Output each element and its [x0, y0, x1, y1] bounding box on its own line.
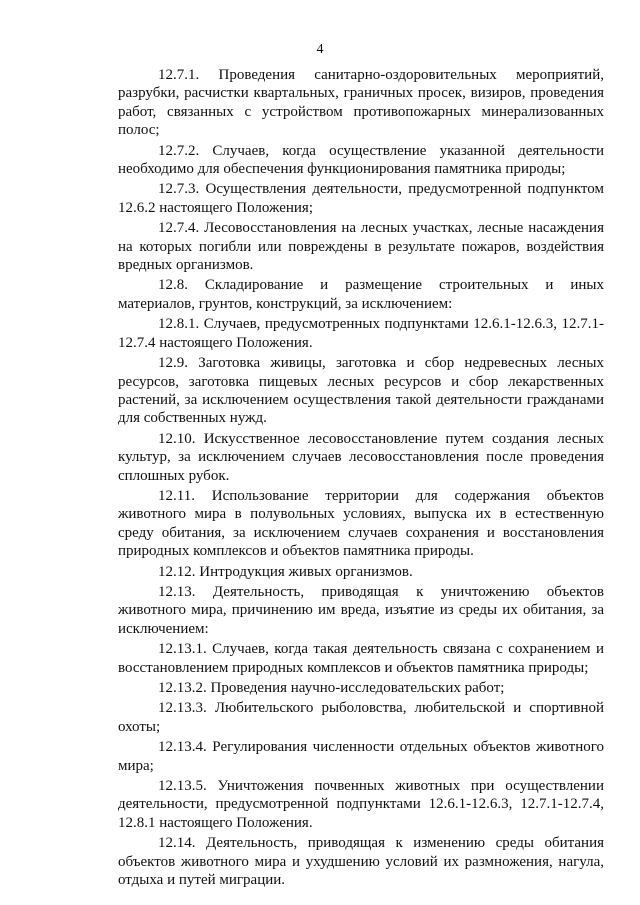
- paragraph-12-13-2: 12.13.2. Проведения научно-исследовательских работ;: [158, 680, 505, 696]
- paragraph-12-13: 12.13. Деятельность, приводящая к уничтожению объектов животного мира, причинению им вреда, изъятие из среды их обитания, за исключением:: [118, 583, 604, 637]
- paragraph-12-10: 12.10. Искусственное лесовосстановление путем создания лесных культур, за исключением случаев лесовосстановления после проведения сплошных рубок.: [118, 430, 604, 484]
- paragraph-12-7-3: 12.7.3. Осуществления деятельности, предусмотренной подпунктом 12.6.2 настоящего Положения;: [118, 181, 604, 216]
- paragraph-12-7-1: 12.7.1. Проведения санитарно-оздоровительных мероприятий, разрубки, расчистки квартальных, граничных просек, визиров, проведения работ, связанных с устройством противопожарных минерализованных полос;: [118, 67, 604, 139]
- page-number: 4: [316, 42, 324, 57]
- paragraph-12-14: 12.14. Деятельность, приводящая к изменению среды обитания объектов животного мира и ухудшению условий их размножения, нагула, отдыха и путей миграции.: [118, 835, 604, 889]
- paragraph-12-12: 12.12. Интродукция живых организмов.: [158, 563, 413, 580]
- paragraph-12-11: 12.11. Использование территории для содержания объектов животного мира в полувольных условиях, выпуска их в естественную среду обитания, за исключением случаев сохранения и восстановления природных комплексов и объектов памятника природы.: [118, 487, 604, 560]
- paragraph-12-13-1: 12.13.1. Случаев, когда такая деятельность связана с сохранением и восстановлением природных комплексов и объектов памятника природы;: [118, 641, 604, 676]
- paragraph-12-13-5: 12.13.5. Уничтожения почвенных животных при осуществлении деятельности, предусмотренной подпунктами 12.6.1-12.6.3, 12.7.1-12.7.4, 12.8.1 настоящего Положения.: [118, 778, 604, 831]
- paragraph-12-9: 12.9. Заготовка живицы, заготовка и сбор недревесных лесных ресурсов, заготовка пищевых лесных ресурсов и сбор лекарственных растений, за исключением осуществления такой деятельности гражданами для собственных нужд.: [118, 355, 604, 427]
- paragraph-12-8-1: 12.8.1. Случаев, предусмотренных подпунктами 12.6.1-12.6.3, 12.7.1-12.7.4 настоящего Положения.: [118, 316, 604, 351]
- paragraph-12-7-2: 12.7.2. Случаев, когда осуществление указанной деятельности необходимо для обеспечения функционирования памятника природы;: [118, 142, 604, 178]
- paragraph-12-13-4: 12.13.4. Регулирования численности отдельных объектов животного мира;: [118, 739, 604, 774]
- paragraph-12-8: 12.8. Складирование и размещение строительных и иных материалов, грунтов, конструкций, за исключением:: [118, 277, 604, 312]
- paragraph-12-13-3: 12.13.3. Любительского рыболовства, любительской и спортивной охоты;: [118, 700, 604, 735]
- paragraph-12-7-4: 12.7.4. Лесовосстановления на лесных участках, лесные насаждения на которых погибли или повреждены в результате пожаров, воздействия вредных организмов.: [118, 220, 604, 274]
- document-body: [118, 66, 604, 891]
